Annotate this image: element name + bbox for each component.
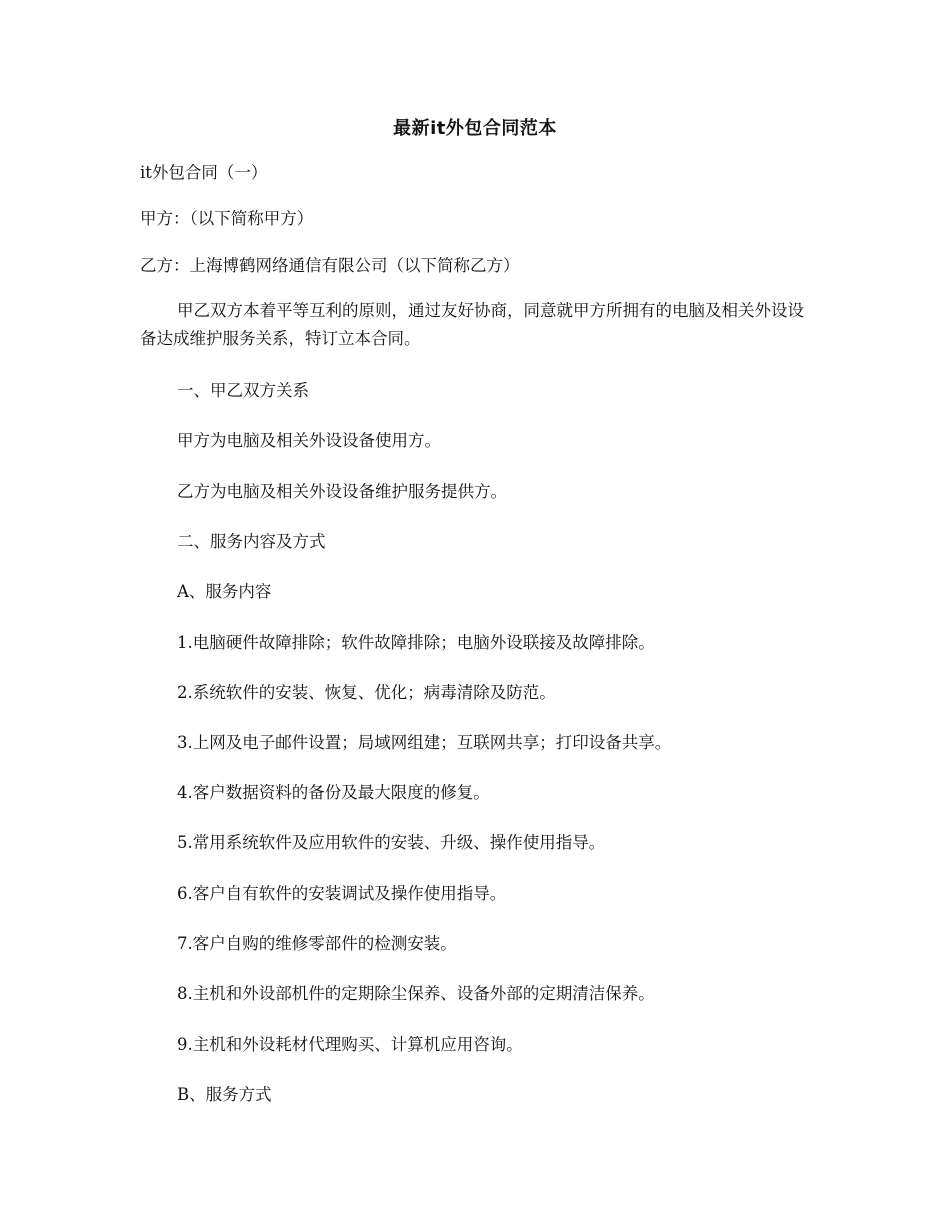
intro-paragraph: 甲乙双方本着平等互利的原则，通过友好协商，同意就甲方所拥有的电脑及相关外设设备达成维护服务关系，特订立本合同。 bbox=[140, 301, 804, 348]
service-item: 4.客户数据资料的备份及最大限度的修复。 bbox=[177, 783, 490, 802]
document-title: 最新it外包合同范本 bbox=[393, 118, 557, 139]
service-item: 6.客户自有软件的安装调试及操作使用指导。 bbox=[177, 884, 507, 903]
section1-heading: 一、甲乙双方关系 bbox=[177, 381, 309, 400]
service-item: 7.客户自购的维修零部件的检测安装。 bbox=[177, 934, 457, 953]
section1-line1: 甲方为电脑及相关外设设备使用方。 bbox=[177, 431, 441, 450]
section1-line2: 乙方为电脑及相关外设设备维护服务提供方。 bbox=[177, 482, 507, 501]
party-b-line: 乙方：上海博鹤网络通信有限公司（以下简称乙方） bbox=[140, 256, 520, 275]
party-a-line: 甲方：（以下简称甲方） bbox=[140, 209, 314, 228]
service-item: 3.上网及电子邮件设置；局域网组建；互联网共享；打印设备共享。 bbox=[177, 733, 672, 752]
service-item: 1.电脑硬件故障排除；软件故障排除；电脑外设联接及故障排除。 bbox=[177, 633, 655, 652]
section2-a-heading: A、服务内容 bbox=[177, 582, 272, 601]
service-item: 5.常用系统软件及应用软件的安装、升级、操作使用指导。 bbox=[177, 833, 606, 852]
service-item: 8.主机和外设部机件的定期除尘保养、设备外部的定期清洁保养。 bbox=[177, 984, 655, 1003]
service-item: 2.系统软件的安装、恢复、优化；病毒清除及防范。 bbox=[177, 683, 556, 702]
contract-subtitle: it外包合同（一） bbox=[140, 163, 268, 182]
service-item: 9.主机和外设耗材代理购买、计算机应用咨询。 bbox=[177, 1035, 523, 1054]
section2-heading: 二、服务内容及方式 bbox=[177, 532, 326, 551]
section2-b-heading: B、服务方式 bbox=[177, 1085, 272, 1104]
